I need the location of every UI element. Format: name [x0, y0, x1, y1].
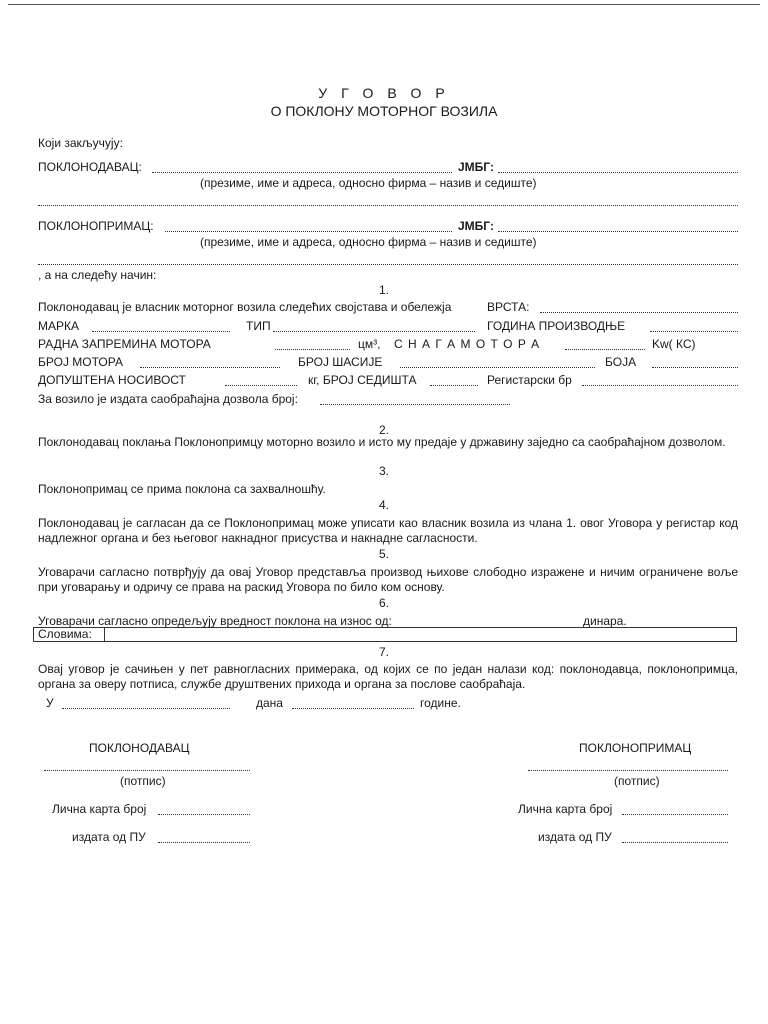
- sig-donor-potpis: (потпис): [120, 774, 166, 788]
- section-1-number: 1.: [378, 283, 389, 297]
- section-2-text: Поклонодавац поклања Поклонопримцу моторно возило и исто му предаје у државину заједно са саобраћајном дозволом.: [38, 435, 726, 449]
- dozvola-label: За возило је издата саобраћајна дозвола број:: [38, 392, 298, 406]
- donor-id-card-field[interactable]: [158, 814, 250, 815]
- recipient-hint: (презиме, име и адреса, односно фирма – назив и седиште): [200, 235, 537, 249]
- section-2-number: 2.: [378, 423, 389, 437]
- manner-text: , а на следећу начин:: [38, 268, 157, 282]
- vrsta-label: ВРСТА:: [487, 300, 530, 314]
- donor-field[interactable]: [152, 172, 452, 173]
- document-subtitle: О ПОКЛОНУ МОТОРНОГ ВОЗИЛА: [270, 103, 498, 119]
- kg-sedista-label: кг, БРОЈ СЕДИШТА: [308, 373, 417, 387]
- section-5-text: Уговарачи сагласно потврђују да овај Уговор представља производ њихове слободно изражене и ничим ограничене воље при уговарању и одричу се права на раскид Уговора по било ком основу.: [38, 565, 738, 594]
- registarski-label: Регистарски бр: [487, 373, 572, 387]
- recipient-label: ПОКЛОНОПРИМАЦ:: [38, 219, 154, 233]
- godine-label: године.: [420, 696, 461, 710]
- slovima-label: Словима:: [38, 627, 92, 641]
- nosivost-label: ДОПУШТЕНА НОСИВОСТ: [38, 373, 186, 387]
- section-4-text: Поклонодавац је сагласан да се Поклонопримац може уписати као власник возила из члана 1. овог Уговора у регистар код надлежног органа и без његовог накнадног присуства и накнадне сагласности.: [38, 516, 738, 545]
- date-field[interactable]: [292, 708, 414, 709]
- sig-recipient-line[interactable]: [528, 770, 728, 771]
- section-4-number: 4.: [378, 498, 389, 512]
- donor-id-card-label: Лична карта број: [52, 802, 147, 816]
- tip-field[interactable]: [273, 331, 475, 332]
- section-7-number: 7.: [378, 645, 389, 659]
- sig-recipient-label: ПОКЛОНОПРИМАЦ: [579, 741, 692, 755]
- place-u-label: У: [46, 696, 54, 710]
- marka-field[interactable]: [92, 331, 230, 332]
- section-7-text: Овај уговор је сачињен у пет равногласних примерака, од којих се по један налази код: поклонодавца, поклонопримца, органа за оверу потписа, службе друштвених прихода и органа за послове саобраћаја.: [38, 662, 738, 691]
- recipient-issued-label: издата од ПУ: [538, 830, 612, 844]
- sasija-label: БРОЈ ШАСИЈЕ: [298, 355, 383, 369]
- kw-label: Kw( КС): [652, 337, 696, 351]
- document-title: У Г О В О Р: [318, 85, 450, 101]
- zapremina-label: РАДНА ЗАПРЕМИНА МОТОРА: [38, 337, 211, 351]
- parties-intro: Који закључују:: [38, 136, 123, 150]
- place-field[interactable]: [62, 708, 230, 709]
- dinara-label: динара.: [583, 614, 627, 628]
- s1-intro: Поклонодавац је власник моторног возила следећих својстава и обележја: [38, 300, 452, 314]
- recipient-id-card-field[interactable]: [622, 814, 728, 815]
- donor-issued-label: издата од ПУ: [72, 830, 146, 844]
- section-3-number: 3.: [378, 464, 389, 478]
- snaga-field[interactable]: [565, 349, 645, 350]
- sig-donor-label: ПОКЛОНОДАВАЦ: [89, 741, 190, 755]
- top-border-line: [8, 4, 760, 5]
- recipient-jmbg-label: ЈМБГ:: [458, 219, 494, 233]
- tip-label: ТИП: [246, 319, 271, 333]
- section-3-text: Поклонопримац се прима поклона са захвалношћу.: [38, 482, 326, 496]
- sasija-field[interactable]: [400, 367, 595, 368]
- section-6-text: Уговарачи сагласно опредељују вредност поклона на износ од:: [38, 614, 392, 628]
- boja-label: БОЈА: [605, 355, 637, 369]
- nosivost-field[interactable]: [225, 385, 297, 386]
- sedista-field[interactable]: [430, 385, 478, 386]
- donor-hint: (презиме, име и адреса, односно фирма – назив и седиште): [200, 176, 537, 190]
- donor-field-line-2[interactable]: [38, 205, 738, 206]
- donor-label: ПОКЛОНОДАВАЦ:: [38, 160, 142, 174]
- dozvola-field[interactable]: [320, 404, 510, 405]
- dana-label: дана: [256, 696, 283, 710]
- cm3-label: цм³,: [358, 337, 381, 351]
- godina-field[interactable]: [650, 331, 738, 332]
- donor-jmbg-label: ЈМБГ:: [458, 160, 494, 174]
- motor-label: БРОЈ МОТОРА: [38, 355, 123, 369]
- zapremina-field[interactable]: [275, 349, 350, 350]
- donor-issued-field[interactable]: [158, 842, 250, 843]
- godina-label: ГОДИНА ПРОИЗВОДЊЕ: [487, 319, 626, 333]
- snaga-label: С Н А Г А М О Т О Р А: [394, 337, 541, 351]
- slovima-divider: [104, 628, 105, 641]
- motor-field[interactable]: [140, 367, 280, 368]
- recipient-field-line-2[interactable]: [38, 264, 738, 265]
- recipient-jmbg-field[interactable]: [498, 231, 738, 232]
- slovima-box[interactable]: [33, 627, 737, 642]
- section-5-number: 5.: [378, 547, 389, 561]
- registarski-field[interactable]: [582, 385, 738, 386]
- recipient-field[interactable]: [165, 231, 452, 232]
- recipient-issued-field[interactable]: [622, 842, 728, 843]
- section-6-number: 6.: [378, 596, 389, 610]
- recipient-id-card-label: Лична карта број: [518, 802, 613, 816]
- donor-jmbg-field[interactable]: [498, 172, 738, 173]
- sig-recipient-potpis: (потпис): [614, 774, 660, 788]
- boja-field[interactable]: [652, 367, 738, 368]
- sig-donor-line[interactable]: [44, 770, 250, 771]
- marka-label: МАРКА: [38, 319, 79, 333]
- vrsta-field[interactable]: [540, 312, 738, 313]
